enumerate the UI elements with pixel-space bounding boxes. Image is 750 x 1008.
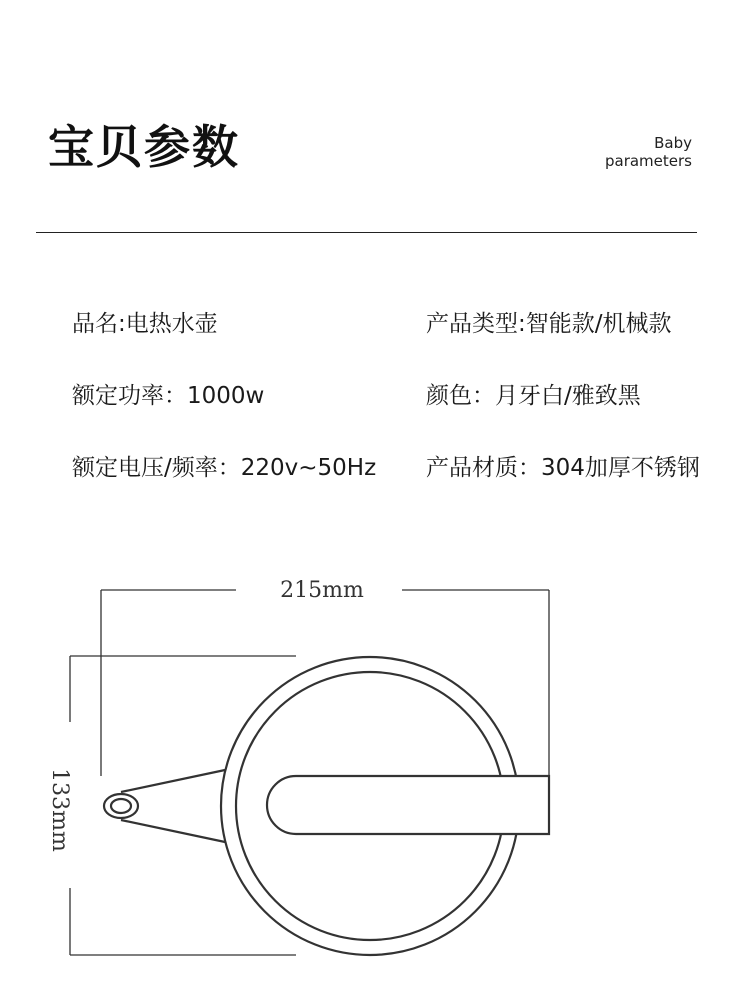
spec-product-name: 品名:电热水壶 (72, 311, 218, 337)
kettle-spout (121, 770, 225, 842)
spout-tip-inner (111, 799, 131, 813)
subtitle-line-1: Baby (654, 134, 692, 152)
spec-product-type: 产品类型:智能款/机械款 (426, 311, 672, 337)
spout-tip-outer (104, 794, 138, 818)
spec-color: 颜色：月牙白/雅致黑 (426, 383, 641, 409)
subtitle-line-2: parameters (604, 152, 692, 170)
width-label: 215mm (280, 578, 364, 603)
page-title: 宝贝参数 (48, 120, 240, 174)
spec-rated-power: 额定功率：1000w (72, 383, 265, 409)
spec-rated-voltage: 额定电压/频率：220v~50Hz (72, 455, 377, 481)
kettle-handle (267, 776, 549, 834)
spec-material: 产品材质：304加厚不锈钢 (426, 455, 700, 481)
height-label: 133mm (47, 768, 72, 852)
